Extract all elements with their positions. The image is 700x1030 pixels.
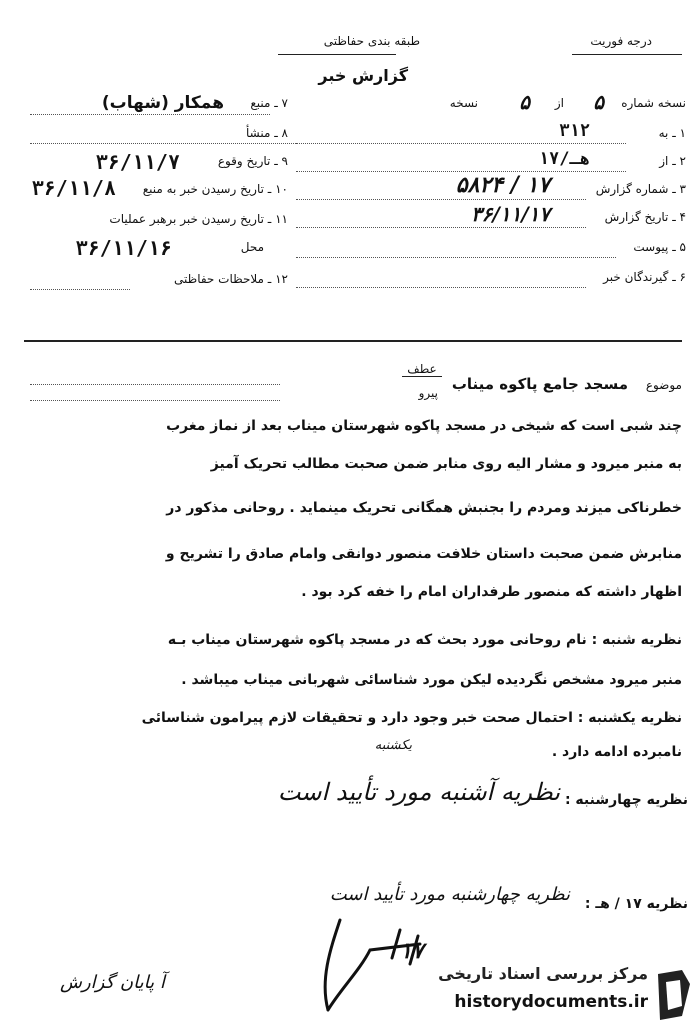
- security-notes-label: ۱۲ ـ ملاحظات حفاظتی: [174, 272, 288, 286]
- opinion-17h-label: نظریه ۱۷ / هـ :: [584, 896, 688, 912]
- opinion-line: منبر میرود مشخص نگردیده لیکن مورد شناسائی شهربانی میناب میباشد .: [181, 672, 682, 688]
- field-to-value: ۳۱۲: [559, 121, 590, 141]
- source-received-value: ۳۶/۱۱/۸: [31, 176, 116, 200]
- report-number-label: ۳ ـ شماره گزارش: [595, 182, 686, 196]
- report-date-label: ۴ ـ تاریخ گزارش: [604, 210, 686, 224]
- body-line: به منبر میرود و مشار الیه روی منابر ضمن صحبت مطالب تحریک آمیز: [210, 456, 682, 472]
- occurrence-date-label: ۹ ـ تاریخ وقوع: [217, 154, 288, 168]
- signature-date: ۱۷: [400, 938, 424, 964]
- archive-logo-icon: [652, 966, 694, 1022]
- subject-value: مسجد جامع پاکوه میناب: [451, 375, 628, 393]
- report-number-value: ۵۸۲۴ / ۱۷: [455, 172, 550, 198]
- opinion-wednesday-handwriting: نظریه آشنبه مورد تأیید است: [277, 778, 560, 806]
- urgency-label: درجه فوریت: [590, 34, 652, 48]
- field-from-label: ۲ ـ از: [659, 154, 686, 168]
- opinion-line: نظریه شنبه : نام روحانی مورد بحث که در مسجد پاکوه شهرستان میناب بـه: [167, 632, 682, 648]
- copy-of-label: از: [554, 96, 564, 110]
- opinion-line: نامبرده ادامه دارد .: [551, 744, 682, 760]
- source-value: همکار (شهاب): [101, 93, 224, 113]
- watermark-url: historydocuments.ir: [454, 992, 648, 1012]
- field-from-value: ۱۷/هـ: [538, 149, 590, 169]
- subject-label: موضوع: [645, 378, 682, 392]
- signature-note: آ پایان گزارش: [60, 972, 165, 993]
- opinion-17h-handwriting: نظریه چهارشنبه مورد تأیید است: [329, 884, 570, 905]
- origin-label: ۸ ـ منشأ: [245, 126, 288, 140]
- attachment-label: ۵ ـ پیوست: [633, 240, 686, 254]
- source-label: ۷ ـ منبع: [250, 96, 288, 110]
- copy-number-value: ۵: [593, 90, 604, 114]
- classification-label: طبقه بندی حفاظتی: [323, 34, 420, 48]
- handwritten-note: یکشنبه: [374, 738, 412, 753]
- archive-watermark: [412, 962, 696, 1026]
- opinion-wednesday-label: نظریه چهارشنبه :: [564, 792, 688, 808]
- place-label: محل: [240, 240, 264, 254]
- opinion-line: نظریه یکشنبه : احتمال صحت خبر وجود دارد و تحقیقات لازم پیرامون شناسائی: [141, 710, 682, 726]
- page-title: گزارش خبر: [318, 66, 408, 85]
- classification-rule: [278, 54, 396, 55]
- body-line: منابرش ضمن صحبت داستان خلافت منصور دوانقی وامام صادق را تشریح و: [165, 546, 682, 562]
- section-divider: [24, 340, 682, 342]
- leader-received-label: ۱۱ ـ تاریخ رسیدن خبر برهبر عملیات: [109, 212, 288, 226]
- report-date-value: ۳۶/۱۱/۱۷: [470, 202, 550, 226]
- copy-suffix-label: نسخه: [449, 96, 478, 110]
- source-received-label: ۱۰ ـ تاریخ رسیدن خبر به منبع: [142, 182, 288, 196]
- watermark-title: مرکز بررسی اسناد تاریخی: [438, 964, 648, 983]
- body-line: خطرناکی میزند ومردم را بجنبش همگانی تحریک مینماید . روحانی مذکور در: [166, 500, 682, 516]
- urgency-rule: [572, 54, 682, 55]
- reference-label: عطف: [402, 362, 442, 377]
- leader-received-value: ۳۶/۱۱/۱۶: [75, 236, 172, 260]
- recipients-label: ۶ ـ گیرندگان خبر: [603, 270, 686, 284]
- copy-number-label: نسخه شماره: [621, 96, 686, 110]
- follow-up-label: پیرو: [418, 386, 438, 400]
- body-line: اظهار داشته که منصور طرفداران امام را خفه کرد بود .: [301, 584, 682, 600]
- copy-of-value: ۵: [519, 90, 530, 114]
- body-line: چند شبی است که شیخی در مسجد پاکوه شهرستان میناب بعد از نماز مغرب: [166, 418, 682, 434]
- field-to-label: ۱ ـ به: [658, 126, 686, 140]
- occurrence-date-value: ۳۶/۱۱/۷: [95, 150, 180, 174]
